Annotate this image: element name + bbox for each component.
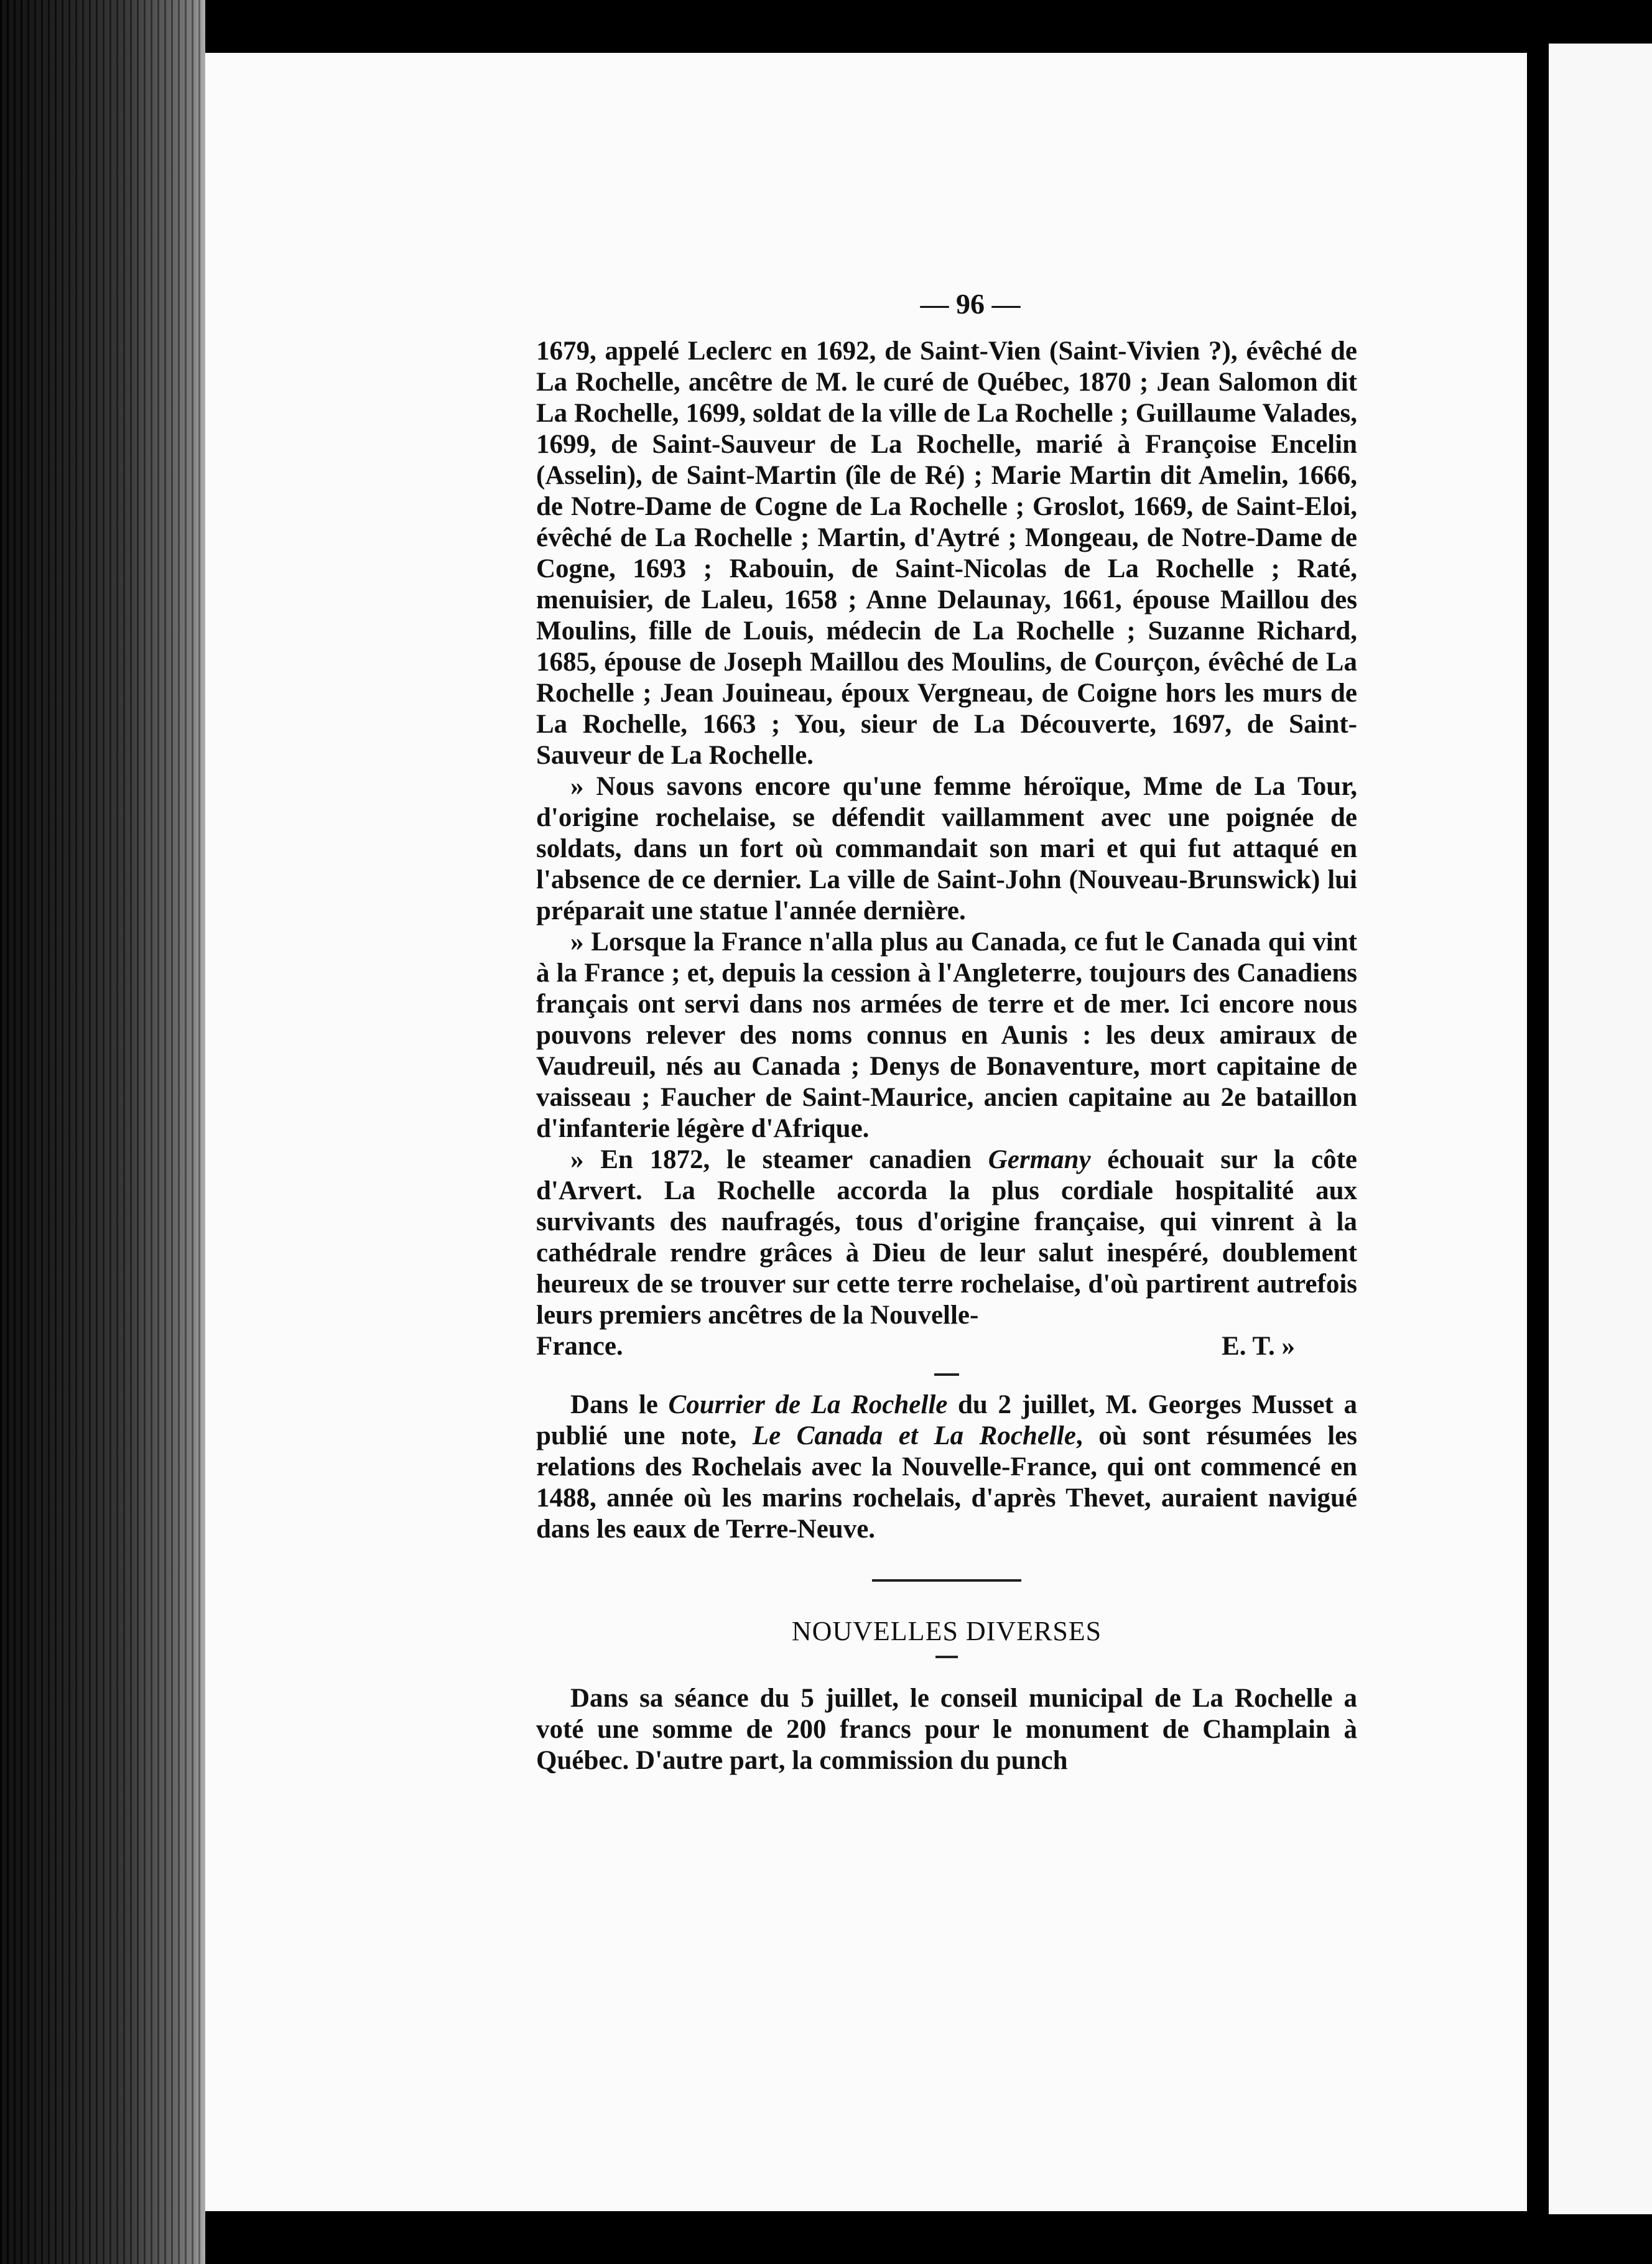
page-text (536, 336, 1357, 1776)
note-title: Le Canada et La Rochelle (752, 1421, 1076, 1450)
ship-name: Germany (988, 1145, 1091, 1174)
paragraph-2: » Nous savons encore qu'une femme héroïque, Mme de La Tour, d'origine rochelaise, se défendit vaillamment avec une poignée de soldats, dans un fort où commandait son mari et qui fut attaqué en l'absence de ce dernier. La ville de Saint-John (Nouveau-Brunswick) lui préparait une statue l'année dernière. (536, 772, 1357, 926)
facing-page-edge (1549, 44, 1652, 2214)
page-number: — 96 — (920, 288, 1021, 320)
courrier-text-3: , où sont résumées les relations des Rochelais avec la Nouvelle-France, qui ont commencé en 1488, année où les marins rochelais, d'après Thevet, auraient navigué dans les eaux de Terre-Neuve. (536, 1421, 1357, 1544)
signature: E. T. » (1222, 1332, 1295, 1361)
section-heading: NOUVELLES DIVERSES (791, 1616, 1102, 1646)
paragraph-3: » Lorsque la France n'alla plus au Canada, ce fut le Canada qui vint à la France ; et, depuis la cession à l'Angleterre, toujours des Canadiens français ont servi dans nos armées de terre et de mer. Ici encore nous pouvons relever des noms connus en Aunis : les deux amiraux de Vaudreuil, nés au Canada ; Denys de Bonaventure, mort capitaine de vaisseau ; Faucher de Saint-Maurice, ancien capitaine au 2e bataillon d'infanterie légère d'Afrique. (536, 927, 1357, 1143)
paragraph-bottom: Dans sa séance du 5 juillet, le conseil municipal de La Rochelle a voté une somme de 200 francs pour le monument de Champlain à Québec. D'autre part, la commission du punch (536, 1684, 1357, 1775)
paragraph-courrier (536, 1389, 1357, 1545)
heading-dash (935, 1656, 958, 1658)
newspaper-title: Courrier de La Rochelle (668, 1390, 948, 1419)
paragraph-germany (536, 1144, 1357, 1331)
section-rule (872, 1579, 1021, 1582)
scan-gutter (1527, 0, 1549, 2264)
germany-text-after: échouait sur la côte d'Arvert. La Rochelle accorda la plus cordiale hospitalité aux survivants des naufragés, tous d'origine française, qui vinrent à la cathédrale rendre grâces à Dieu de leur salut inespéré, doublement heureux de se trouver sur cette terre rochelaise, d'où partirent autrefois leurs premiers ancêtres de la Nouvelle- (536, 1145, 1358, 1330)
scan-binding-edge (0, 0, 224, 2264)
scan-top-border (205, 0, 1527, 53)
short-separator (934, 1373, 959, 1376)
last-word: France. (536, 1332, 623, 1361)
scan-bottom-border (205, 2211, 1527, 2264)
courrier-text-2: du 2 juillet, M. Georges Musset a publié une note, (536, 1390, 1358, 1450)
courrier-text-1: Dans le (570, 1390, 669, 1419)
paragraph-1: 1679, appelé Leclerc en 1692, de Saint-Vien (Saint-Vivien ?), évêché de La Rochelle, ancêtre de M. le curé de Québec, 1870 ; Jean Salomon dit La Rochelle, 1699, soldat de la ville de La Rochelle ; Guillaume Valades, 1699, de Saint-Sauveur de La Rochelle, marié à Françoise Encelin (Asselin), de Saint-Martin (île de Ré) ; Marie Martin dit Amelin, 1666, de Notre-Dame de Cogne de La Rochelle ; Groslot, 1669, de Saint-Eloi, évêché de La Rochelle ; Martin, d'Aytré ; Mongeau, de Notre-Dame de Cogne, 1693 ; Rabouin, de Saint-Nicolas de La Rochelle ; Raté, menuisier, de Laleu, 1658 ; Anne Delaunay, 1661, épouse Maillou des Moulins, fille de Louis, médecin de La Rochelle ; Suzanne Richard, 1685, épouse de Joseph Maillou des Moulins, de Courçon, évêché de La Rochelle ; Jean Jouineau, époux Vergneau, de Coigne hors les murs de La Rochelle, 1663 ; You, sieur de La Découverte, 1697, de Saint-Sauveur de La Rochelle. (536, 336, 1357, 770)
signature-row (536, 1331, 1357, 1362)
germany-text-before: » En 1872, le steamer canadien (570, 1145, 988, 1174)
